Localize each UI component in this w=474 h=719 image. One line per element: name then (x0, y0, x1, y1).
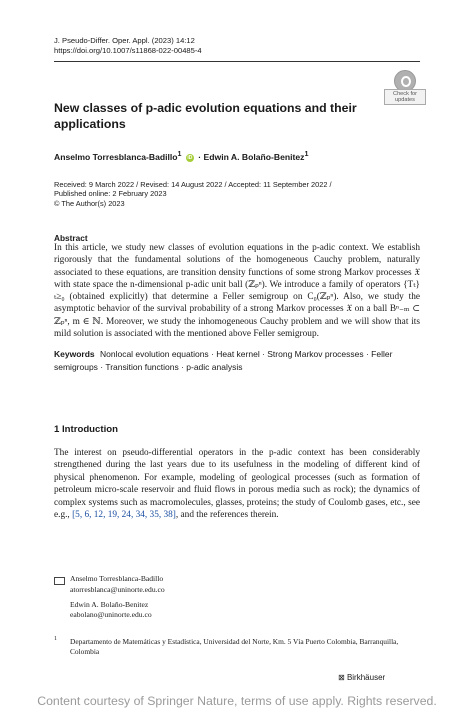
keywords-text: Nonlocal evolution equations · Heat kernel · Strong Markov processes · Feller semigroups · Transition functions · p-adic analysis (54, 349, 393, 372)
publication-dates (54, 180, 332, 208)
citation-links[interactable]: [5, 6, 12, 19, 24, 34, 35, 38] (72, 510, 176, 521)
author-name: Anselmo Torresblanca-Badillo (70, 574, 164, 583)
author-name: Anselmo Torresblanca-Badillo (54, 151, 178, 162)
intro-text: The interest on pseudo-differential operators in the p-adic context has been considerably strengthened during the last years due to its usefulness in the modeling of different kind of physical phenomenon. For example, modeling of geological processes (such as formation of petroleum micro-scale reservoir and fluid flows in porous media such as rock); the dynamics of complex systems such as macromolecules, glasses, proteins; the study of Coulomb gases, etc., see e.g., (54, 448, 420, 521)
header-rule (54, 61, 420, 62)
introduction-paragraph (54, 447, 420, 521)
doi-link[interactable]: https://doi.org/10.1007/s11868-022-00485-4 (54, 46, 202, 55)
section-heading-introduction: 1 Introduction (54, 424, 118, 435)
check-for-updates-badge[interactable] (384, 70, 424, 104)
affiliation-marker: 1 (177, 150, 182, 158)
abstract-heading: Abstract (54, 233, 88, 243)
keywords (54, 348, 420, 373)
journal-header (54, 36, 202, 56)
orcid-icon[interactable]: iD (187, 154, 193, 161)
affiliation-text: Departamento de Matemáticas y Estadística, Universidad del Norte, Km. 5 Vía Puerto Colombia, Barranquilla, Colombia (70, 637, 399, 656)
author-name: Edwin A. Bolaño-Benitez (70, 599, 149, 609)
journal-citation: J. Pseudo-Differ. Oper. Appl. (2023) 14:12 (54, 36, 195, 45)
keywords-label: Keywords (54, 349, 95, 359)
author-separator: · (198, 151, 204, 162)
check-updates-label: Check for updates (384, 89, 426, 105)
intro-text-tail: , and the references therein. (175, 510, 279, 521)
affiliation-number: 1 (54, 636, 57, 642)
author-name: Edwin A. Bolaño-Benitez (203, 151, 305, 162)
copyright-line: © The Author(s) 2023 (54, 198, 125, 208)
article-title: New classes of p-adic evolution equations and their applications (54, 101, 357, 131)
publisher-name: Birkhäuser (346, 673, 386, 682)
abstract-body: In this article, we study new classes of evolution equations in the p-adic context. We establish rigorously that the fundamental solutions of the homogeneous Cauchy problem, naturally associated to these equations, are transition density functions of some strong Markov processes 𝔛 with state space the n-dimensional p-adic unit ball (ℤₚⁿ). We introduce a family of operators {Tₜ}ₜ≥₀ (obtained explicitly) that determine a Feller semigroup on C₀(ℤₚⁿ). Also, we study the asymptotic behavior of the survival probability of a strong Markov processes 𝔛 on a ball Bⁿ₋ₘ ⊂ ℤₚⁿ, m ∈ ℕ. Moreover, we study the inhomogeneous Cauchy problem and we will show that its mild solution is associated with the mentioned above Feller semigroup. (54, 243, 420, 340)
correspondence (70, 574, 165, 621)
author-list (54, 150, 308, 162)
email-link[interactable]: eabolano@uninorte.edu.co (70, 610, 152, 620)
publisher-logo: ⊠ Birkhäuser (338, 673, 386, 682)
footer-credit: Content courtesy of Springer Nature, terms of use apply. Rights reserved. (37, 694, 437, 708)
affiliation-marker: 1 (304, 150, 309, 158)
email-link[interactable]: atorresblanca@uninorte.edu.co (70, 584, 165, 594)
email-icon (54, 577, 65, 585)
date-line: Published online: 2 February 2023 (54, 189, 167, 199)
date-line: Received: 9 March 2022 / Revised: 14 August 2022 / Accepted: 11 September 2022 / (54, 180, 332, 189)
